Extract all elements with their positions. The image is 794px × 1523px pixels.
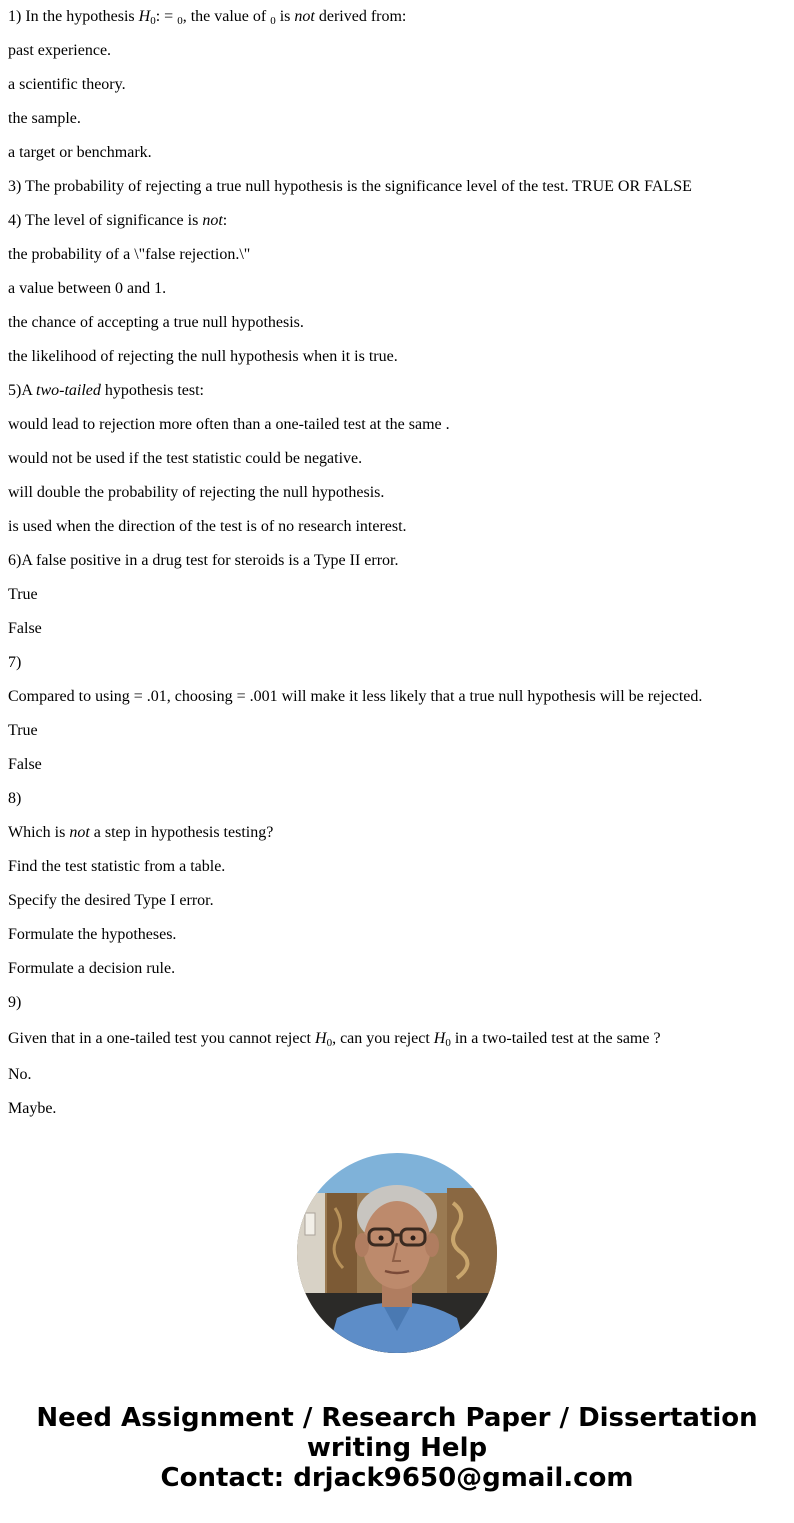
promo-line-1: Need Assignment / Research Paper / Dissertation	[36, 1403, 758, 1433]
question-9-option: Maybe.	[8, 1100, 57, 1117]
question-8-option: Specify the desired Type I error.	[8, 892, 214, 909]
question-8-option: Formulate a decision rule.	[8, 960, 176, 977]
question-5-option: would not be used if the test statistic could be negative.	[8, 450, 363, 467]
question-3-stem: 3) The probability of rejecting a true null hypothesis is the significance level of the test. TRUE OR FALSE	[8, 178, 692, 195]
promo-contact: Contact: drjack9650@gmail.com	[160, 1463, 634, 1493]
question-4-option: the likelihood of rejecting the null hypothesis when it is true.	[8, 348, 398, 365]
promo-line-2: writing Help	[306, 1433, 488, 1463]
question-4-option: a value between 0 and 1.	[8, 280, 167, 297]
question-1-option: the sample.	[8, 110, 81, 127]
question-6-option: True	[8, 586, 38, 603]
portrait-photo	[297, 1153, 497, 1353]
question-7-option: True	[8, 722, 38, 739]
question-1-option: a target or benchmark.	[8, 144, 152, 161]
question-5-option: is used when the direction of the test is of no research interest.	[8, 518, 407, 535]
promo-banner	[0, 1403, 794, 1493]
question-9-option: No.	[8, 1066, 32, 1083]
question-1-stem: 1) In the hypothesis $H_0$: = $_0$, the value of $_0$ is not derived from:	[8, 8, 407, 27]
question-1-option: a scientific theory.	[8, 76, 126, 93]
question-8-number: 8)	[8, 790, 22, 807]
question-5-option: will double the probability of rejecting the null hypothesis.	[8, 484, 385, 501]
question-1-option: past experience.	[8, 42, 112, 59]
avatar	[297, 1153, 497, 1353]
question-6-option: False	[8, 620, 42, 637]
question-9-stem: Given that in a one-tailed test you cannot reject $H_0$, can you reject $H_0$ in a two-tailed test at the same ?	[8, 1030, 661, 1049]
question-7-option: False	[8, 756, 42, 773]
question-7-number: 7)	[8, 654, 22, 671]
question-9-number: 9)	[8, 994, 22, 1011]
question-6-stem: 6)A false positive in a drug test for steroids is a Type II error.	[8, 552, 399, 569]
question-8-stem: Which is not a step in hypothesis testing?	[8, 824, 274, 841]
question-4-stem: 4) The level of significance is not:	[8, 212, 228, 229]
question-8-option: Find the test statistic from a table.	[8, 858, 226, 875]
question-4-option: the chance of accepting a true null hypothesis.	[8, 314, 304, 331]
question-5-option: would lead to rejection more often than a one-tailed test at the same .	[8, 416, 450, 433]
question-8-option: Formulate the hypotheses.	[8, 926, 177, 943]
question-4-option: the probability of a \"false rejection.\"	[8, 246, 251, 263]
question-5-stem: 5)A two-tailed hypothesis test:	[8, 382, 204, 399]
question-7-stem: Compared to using = .01, choosing = .001 will make it less likely that a true null hypothesis will be rejected.	[8, 688, 703, 705]
